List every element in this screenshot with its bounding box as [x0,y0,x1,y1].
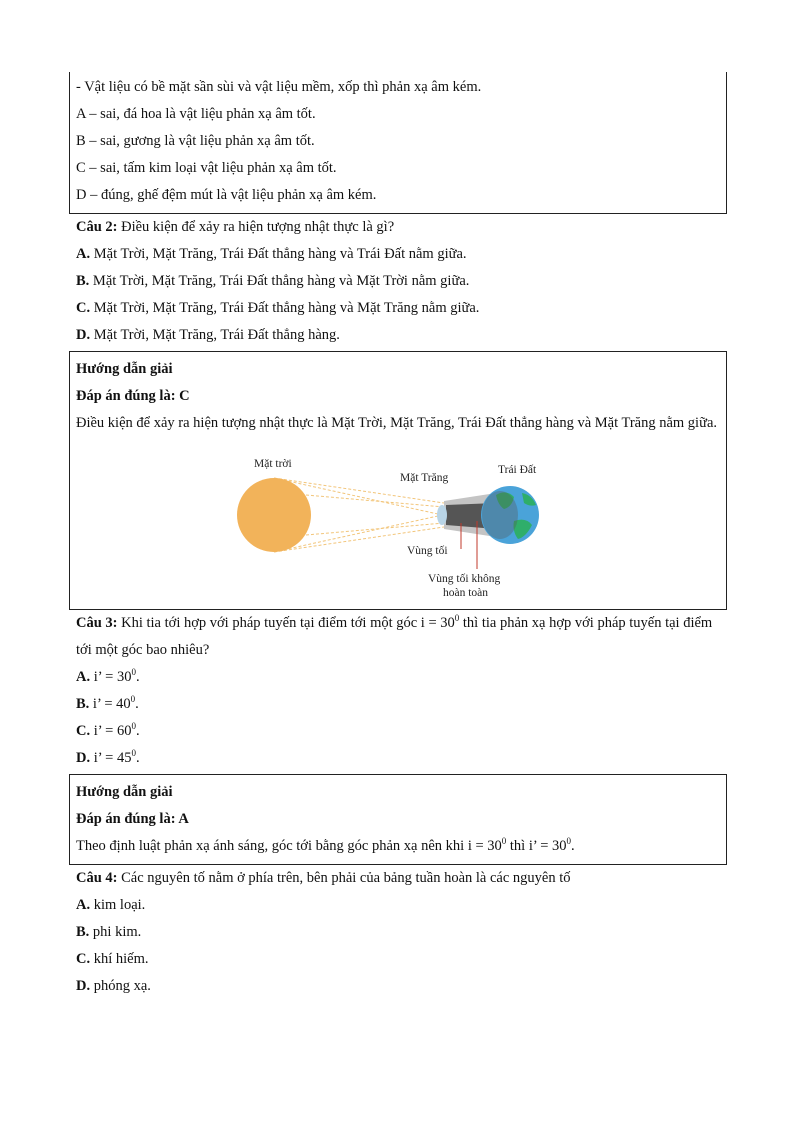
option-text: Mặt Trời, Mặt Trăng, Trái Đất thẳng hàng và Mặt Trăng nằm giữa. [90,300,480,316]
solution-answer [76,806,720,833]
solution-line: D – đúng, ghế đệm mút là vật liệu phản xạ âm kém. [76,187,377,203]
option-text: khí hiếm. [90,951,149,967]
degree-sup: 0 [131,748,136,759]
option-text: Mặt Trời, Mặt Trăng, Trái Đất thẳng hàng và Mặt Trời nằm giữa. [89,273,470,289]
option-letter: D. [76,750,91,766]
option-text: kim loại. [90,897,146,913]
explanation-text: Theo định luật phản xạ ánh sáng, góc tới bằng góc phản xạ nên khi i = 30 [76,838,502,854]
degree-sup: 0 [131,667,136,678]
earth-shadow-spot [482,491,518,539]
solution-explanation: Điều kiện để xảy ra hiện tượng nhật thực là Mặt Trời, Mặt Trăng, Trái Đất thẳng hàng và Mặt Trăng nằm giữa. [76,415,718,431]
degree-sup: 0 [501,836,507,847]
question-3-stem [76,610,727,664]
option-letter: A. [76,246,91,262]
question-4 [69,865,727,1000]
solution-box-q1 [69,72,727,214]
option-c [76,718,727,745]
solution-heading [76,356,720,383]
moon-label: Mặt Trăng [400,472,449,484]
option-end: . [135,696,139,712]
option-text: phi kim. [89,924,142,940]
option-b [76,268,727,295]
option-text: i’ = 60 [90,723,132,739]
option-letter: C. [76,723,91,739]
option-letter: A. [76,669,91,685]
explanation-text: . [571,838,575,854]
option-text: i’ = 40 [89,696,131,712]
light-ray [306,495,444,507]
option-end: . [135,669,140,685]
option-letter: B. [76,696,90,712]
option-letter: B. [76,924,90,940]
option-a [76,892,727,919]
solution-line: - Vật liệu có bề mặt sần sùi và vật liệu mềm, xốp thì phản xạ âm kém. [76,79,482,95]
question-text: Điều kiện để xảy ra hiện tượng nhật thực là gì? [117,219,395,235]
earth-label: Trái Đất [498,464,537,476]
option-a [76,241,727,268]
question-label: Câu 4: [76,870,118,886]
option-text: i’ = 45 [90,750,132,766]
degree-sup: 0 [130,694,136,705]
solution-heading-text: Hướng dẫn giải [76,784,173,800]
option-text: i’ = 30 [90,669,132,685]
solution-line: C – sai, tấm kim loại vật liệu phản xạ âm tốt. [76,160,337,176]
question-text: thì tia phản xạ hợp với pháp tuyến tại điểm tới một góc bao nhiêu? [76,615,713,658]
question-text: Các nguyên tố nằm ở phía trên, bên phải của bảng tuần hoàn là các nguyên tố [117,870,571,886]
option-text: Mặt Trời, Mặt Trăng, Trái Đất thẳng hàng. [90,327,340,343]
option-letter: C. [76,300,91,316]
light-ray [306,523,444,535]
question-label: Câu 3: [76,615,118,631]
degree-sup: 0 [566,836,572,847]
option-d [76,973,727,1000]
solution-line: B – sai, gương là vật liệu phản xạ âm tốt. [76,133,315,149]
solution-answer-text: Đáp án đúng là: A [76,811,189,827]
option-b [76,919,727,946]
solution-box-q2 [69,351,727,610]
solution-line: A – sai, đá hoa là vật liệu phản xạ âm tốt. [76,106,316,122]
option-letter: D. [76,327,91,343]
degree-sup: 0 [454,613,460,624]
document-page [69,72,727,1000]
solution-answer-text: Đáp án đúng là: C [76,388,190,404]
option-text: Mặt Trời, Mặt Trăng, Trái Đất thẳng hàng và Trái Đất nằm giữa. [90,246,467,262]
option-letter: C. [76,951,91,967]
option-c [76,946,727,973]
question-4-stem [76,865,727,892]
question-2-stem [76,214,727,241]
solar-eclipse-diagram [76,437,720,605]
sun-circle [237,478,311,552]
solution-box-q3 [69,774,727,865]
solution-heading-text: Hướng dẫn giải [76,361,173,377]
eclipse-svg [76,437,722,605]
option-end: . [135,723,140,739]
option-text: phóng xạ. [90,978,151,994]
option-d [76,745,727,772]
option-c [76,295,727,322]
option-d [76,322,727,349]
option-letter: A. [76,897,91,913]
question-3 [69,610,727,772]
moon-shape [437,505,447,525]
option-a [76,664,727,691]
option-b [76,691,727,718]
question-text: Khi tia tới hợp với pháp tuyến tại điểm tới một góc i = 30 [117,615,455,631]
explanation-text: thì i’ = 30 [506,838,567,854]
solution-explanation [76,833,720,860]
option-letter: B. [76,273,90,289]
degree-sup: 0 [131,721,136,732]
question-label: Câu 2: [76,219,118,235]
option-letter: D. [76,978,91,994]
solution-heading [76,779,720,806]
sun-label: Mặt trời [254,458,292,470]
option-end: . [135,750,140,766]
penumbra-label-line1: Vùng tối không [428,573,501,585]
umbra-label: Vùng tối [407,545,448,557]
question-2 [69,214,727,349]
penumbra-label-line2: hoàn toàn [443,587,489,599]
solution-answer [76,383,720,410]
